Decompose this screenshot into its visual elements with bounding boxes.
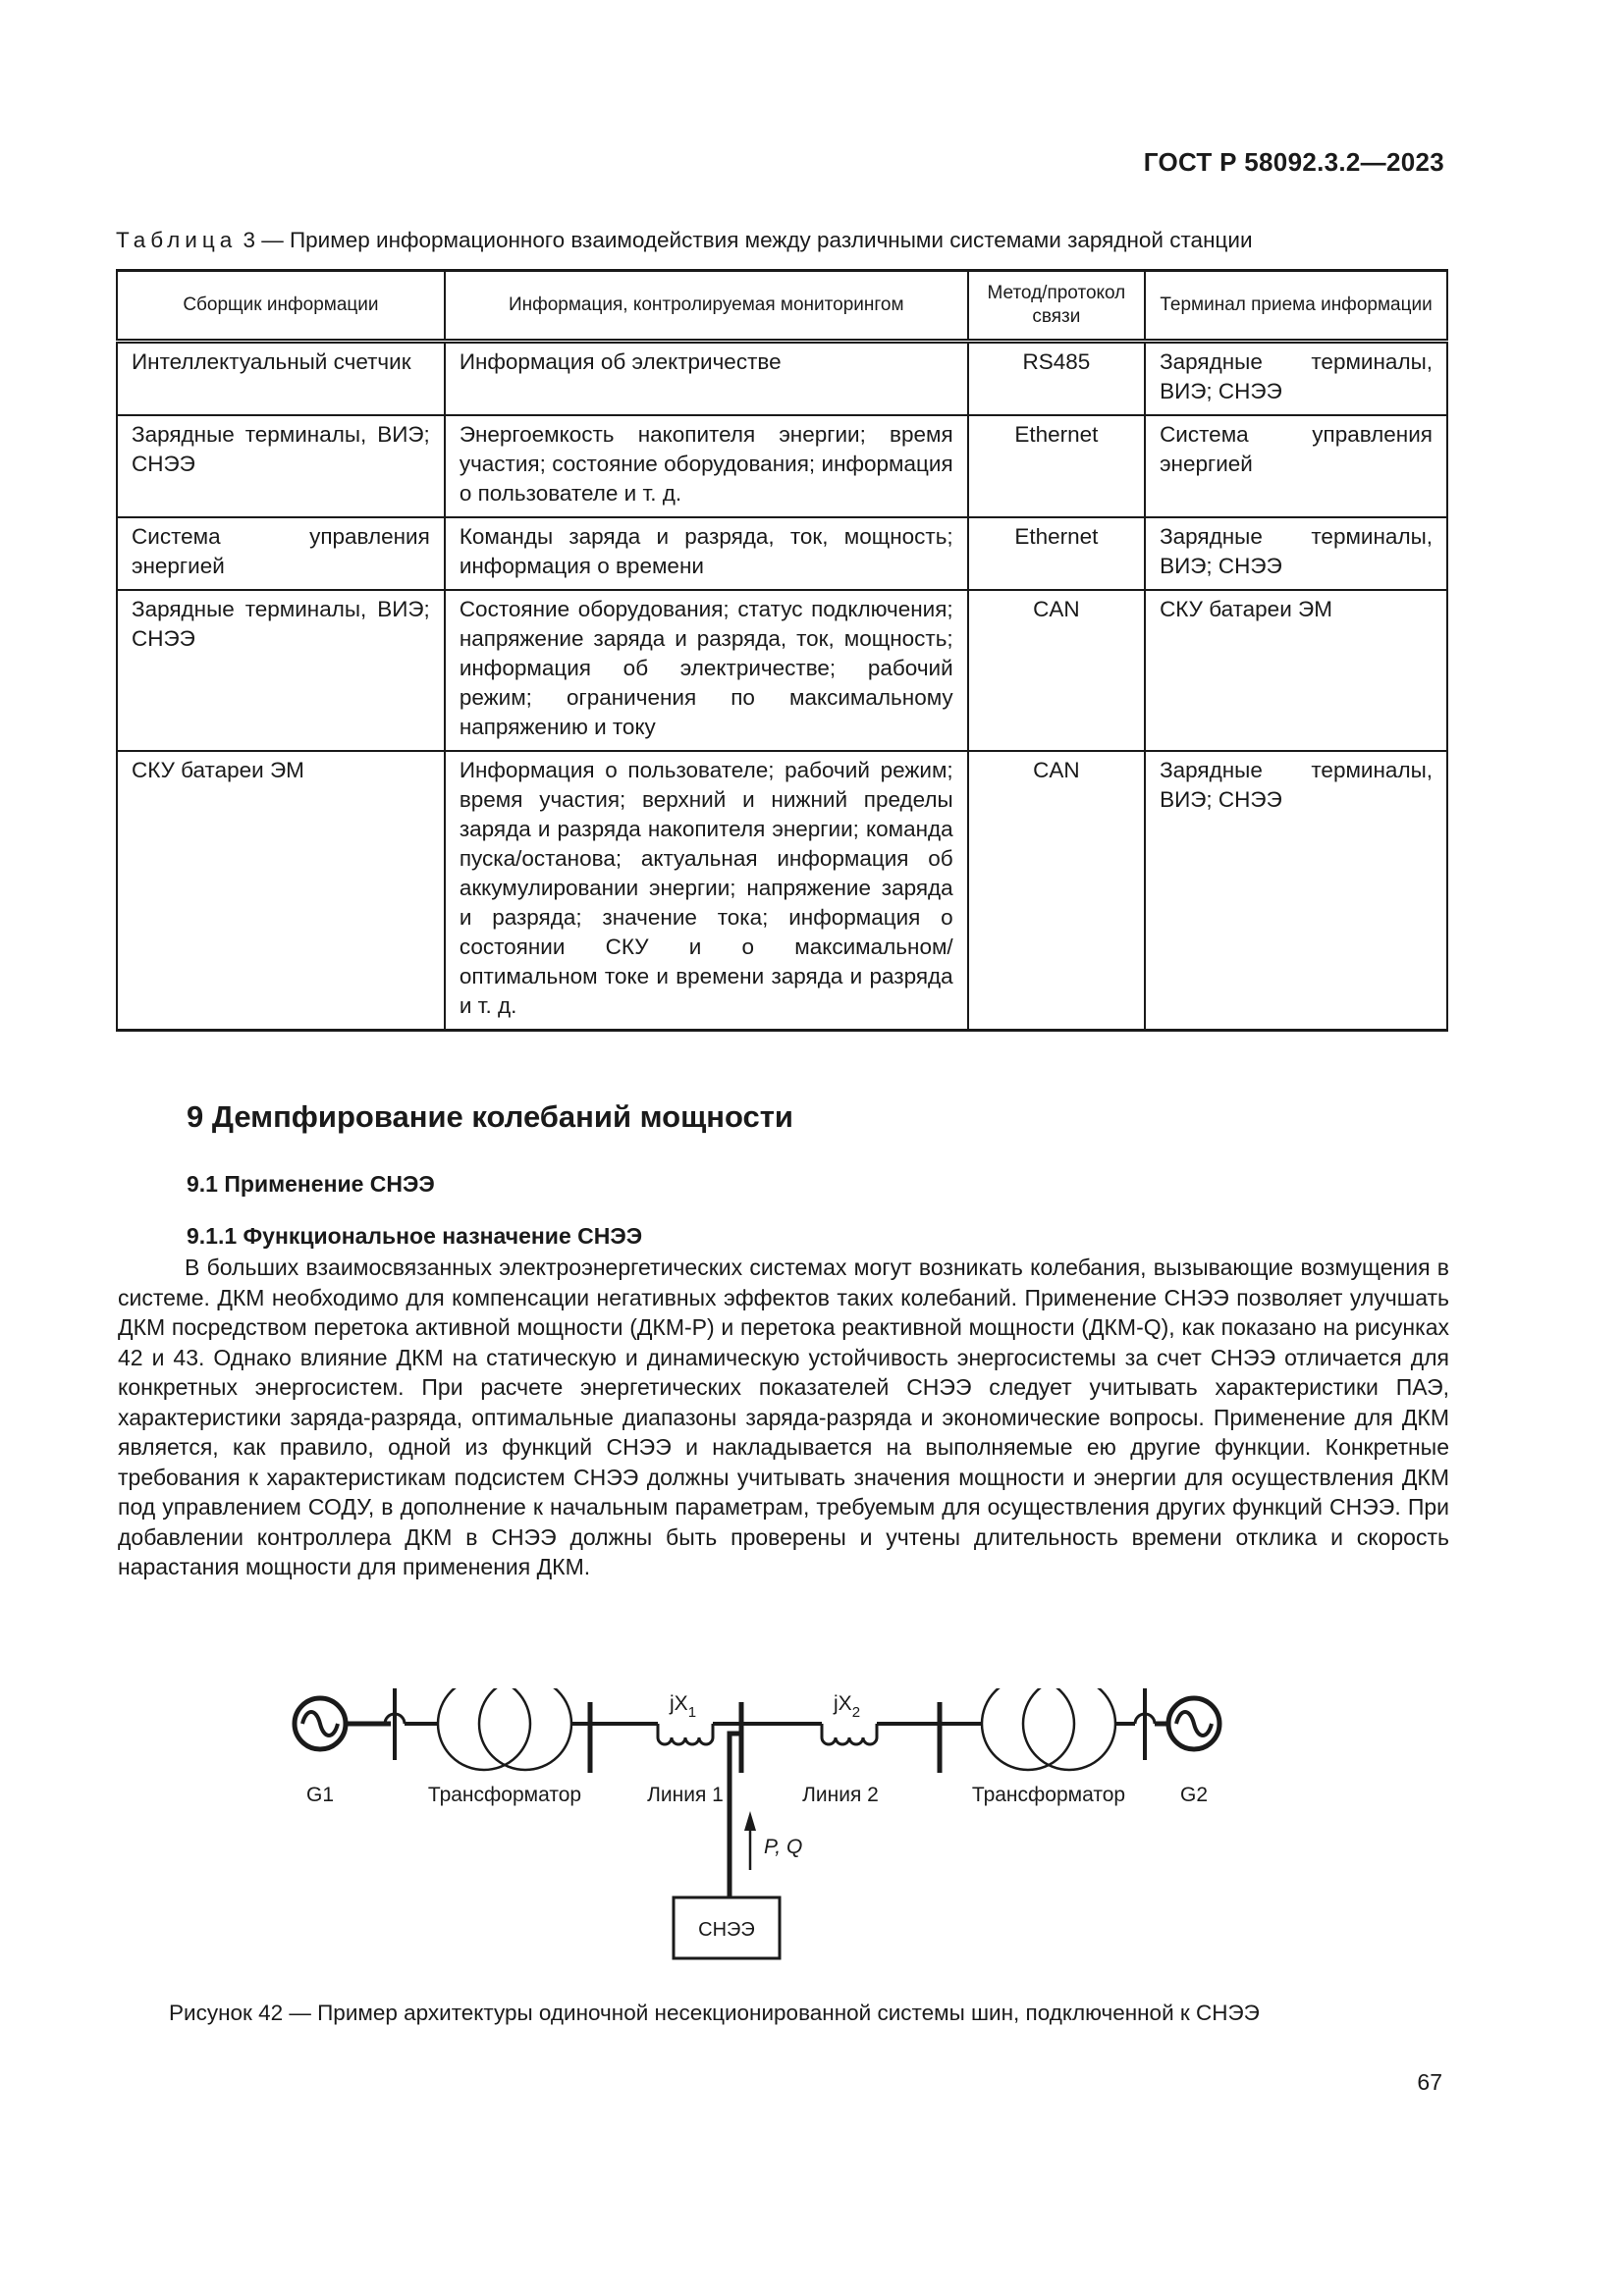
inductor-x2-icon xyxy=(822,1724,877,1744)
cell-collector: СКУ батареи ЭМ xyxy=(117,751,445,1031)
cell-info: Команды заряда и разряда, ток, мощность; информация о времени xyxy=(445,517,968,590)
standard-id: ГОСТ Р 58092.3.2—2023 xyxy=(1143,147,1444,177)
cell-terminal: Зарядные терминалы, ВИЭ; СНЭЭ xyxy=(1145,342,1447,416)
cell-terminal: Система управления энергией xyxy=(1145,415,1447,517)
label-g1: G1 xyxy=(305,1784,335,1806)
table-row xyxy=(117,342,1447,416)
power-flow-arrow-icon xyxy=(744,1811,756,1870)
label-transformer-left: Трансформатор xyxy=(427,1784,582,1806)
label-x2 xyxy=(833,1692,860,1721)
table-caption xyxy=(116,228,1253,253)
cell-protocol: RS485 xyxy=(968,342,1145,416)
table-row xyxy=(117,751,1447,1031)
single-line-diagram xyxy=(265,1688,1267,1998)
diagram-svg xyxy=(265,1688,1267,1993)
label-g2: G2 xyxy=(1179,1784,1209,1806)
subsubsection-heading: 9.1.1 Функциональное назначение СНЭЭ xyxy=(187,1223,643,1249)
label-transformer-right: Трансформатор xyxy=(971,1784,1126,1806)
cell-collector: Зарядные терминалы, ВИЭ; СНЭЭ xyxy=(117,415,445,517)
label-storage: СНЭЭ xyxy=(698,1919,755,1941)
cell-terminal: Зарядные терминалы, ВИЭ; СНЭЭ xyxy=(1145,517,1447,590)
figure-caption: Рисунок 42 — Пример архитектуры одиночной несекционированной системы шин, подключенной к СНЭЭ xyxy=(169,2001,1260,2025)
label-x2-j: jX xyxy=(834,1692,852,1715)
cell-info: Информация об электричестве xyxy=(445,342,968,416)
cell-collector: Зарядные терминалы, ВИЭ; СНЭЭ xyxy=(117,590,445,751)
label-pq: P, Q xyxy=(764,1836,803,1858)
column-header-info: Информация, контролируемая мониторингом xyxy=(445,271,968,342)
table-row xyxy=(117,517,1447,590)
inductor-x1-icon xyxy=(658,1724,713,1744)
info-exchange-table xyxy=(116,269,1448,1032)
label-line-2: Линия 2 xyxy=(802,1784,879,1806)
generator-g2-icon xyxy=(1168,1698,1219,1749)
table-row xyxy=(117,590,1447,751)
label-line-1: Линия 1 xyxy=(647,1784,724,1806)
label-x1-j: jX xyxy=(670,1692,688,1715)
cell-protocol: Ethernet xyxy=(968,517,1145,590)
column-header-terminal: Терминал приема информации xyxy=(1145,271,1447,342)
cell-terminal: Зарядные терминалы, ВИЭ; СНЭЭ xyxy=(1145,751,1447,1031)
section-heading: 9 Демпфирование колебаний мощности xyxy=(187,1099,793,1134)
label-x1 xyxy=(669,1692,696,1721)
column-header-collector: Сборщик информации xyxy=(117,271,445,342)
transformer-right-icon xyxy=(982,1688,1115,1770)
table-caption-text: 3 — Пример информационного взаимодействия между различными системами зарядной станции xyxy=(237,228,1253,252)
page-number: 67 xyxy=(1417,2069,1442,2095)
subsection-heading: 9.1 Применение СНЭЭ xyxy=(187,1171,435,1197)
transformer-left-icon xyxy=(438,1688,571,1770)
label-x1-sub: 1 xyxy=(687,1704,697,1721)
label-x2-sub: 2 xyxy=(851,1704,861,1721)
cell-info: Состояние оборудования; статус подключения; напряжение заряда и разряда, ток, мощность; информация об электричестве; рабочий режим; ограничения по максимальному напряжению и току xyxy=(445,590,968,751)
table-header-row xyxy=(117,271,1447,342)
cell-info: Энергоемкость накопителя энергии; время участия; состояние оборудования; информация о пользователе и т. д. xyxy=(445,415,968,517)
cell-collector: Система управления энергией xyxy=(117,517,445,590)
table-caption-prefix: Таблица xyxy=(116,228,238,252)
cell-protocol: CAN xyxy=(968,590,1145,751)
cell-terminal: СКУ батареи ЭМ xyxy=(1145,590,1447,751)
column-header-protocol: Метод/протокол связи xyxy=(968,271,1145,342)
body-paragraph: В больших взаимосвязанных электроэнергетических системах могут возникать колебания, вызывающие возмущения в системе. ДКМ необходимо для компенсации негативных эффектов таких колебаний. Применение СНЭЭ позволяет улучшать ДКМ посредством перетока активной мощности (ДКМ-P) и перетока реактивной мощности (ДКМ-Q), как показано на рисунках 42 и 43. Однако влияние ДКМ на статическую и динамическую устойчивость энергосистемы за счет СНЭЭ отличается для конкретных энергосистем. При расчете энергетических показателей СНЭЭ следует учитывать характеристики ПАЭ, характеристики заряда-разряда, оптимальные диапазоны заряда-разряда и экономические вопросы. Применение для ДКМ является, как правило, одной из функций СНЭЭ и накладывается на выполняемые ею другие функции. Конкретные требования к характеристикам подсистем СНЭЭ должны учитывать значения мощности и энергии для осуществления ДКМ под управлением СОДУ, в дополнение к начальным параметрам, требуемым для осуществления других функций СНЭЭ. При добавлении контроллера ДКМ в СНЭЭ должны быть проверены и учтены длительность времени отклика и скорость нарастания мощности для применения ДКМ. xyxy=(118,1255,1449,1579)
cell-collector: Интеллектуальный счетчик xyxy=(117,342,445,416)
cell-protocol: Ethernet xyxy=(968,415,1145,517)
generator-g1-icon xyxy=(295,1698,346,1749)
table-row xyxy=(117,415,1447,517)
cell-protocol: CAN xyxy=(968,751,1145,1031)
cell-info: Информация о пользователе; рабочий режим; время участия; верхний и нижний пределы заряда и разряда накопителя энергии; команда пуска/останова; актуальная информация об аккумулировании энергии; напряжение заряда и разряда; значение тока; информация о состоянии СКУ и о максимальном/оптимальном токе и времени заряда и разряда и т. д. xyxy=(445,751,968,1031)
